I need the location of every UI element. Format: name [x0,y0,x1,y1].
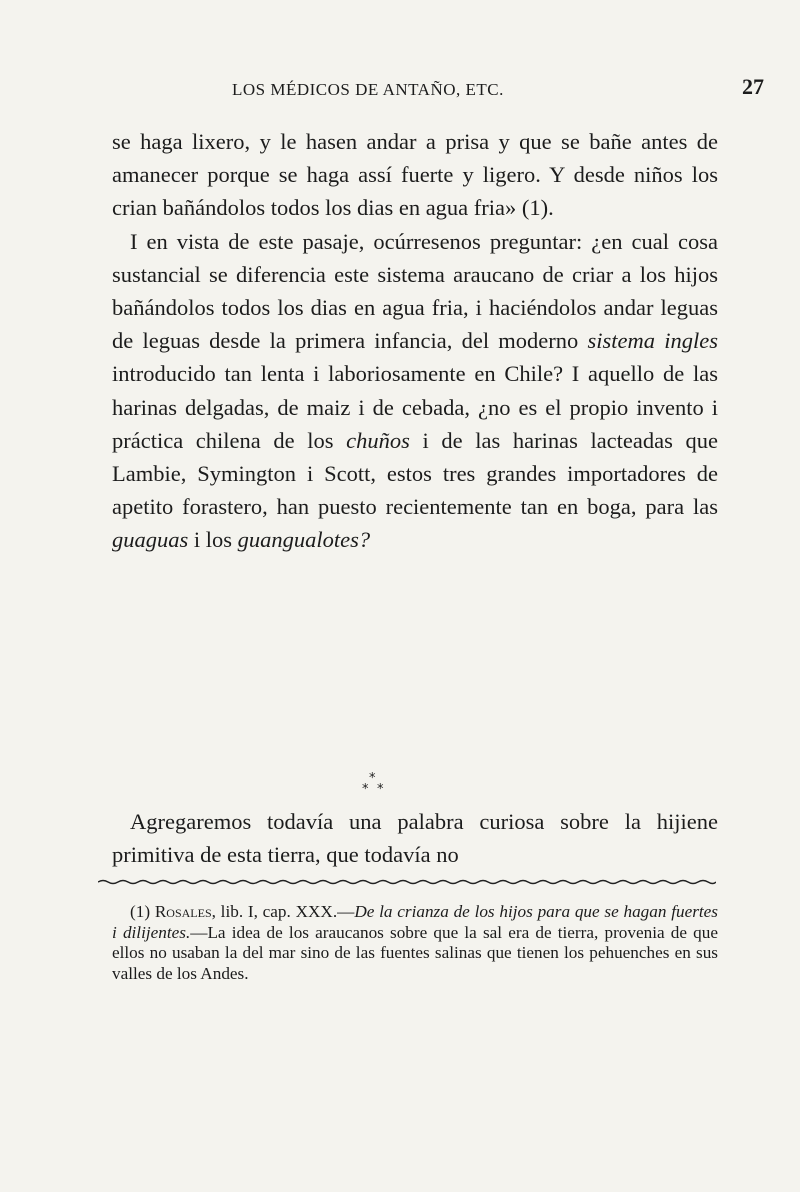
asterism-star: * [369,771,376,786]
footnote-text [112,902,718,984]
footnote-title: De la crianza de los hijos para que se hagan fuertes i dilijentes. [112,902,718,942]
asterism-star: * [377,782,384,797]
footnote-marker: (1) [130,902,155,921]
italic-sistema-ingles: sistema ingles [587,328,718,354]
main-text [112,125,718,557]
main-text-continued [112,805,718,871]
page-header [0,74,800,110]
page-number: 27 [742,74,764,99]
italic-guaguas: guaguas [112,527,189,553]
paragraph-1: se haga lixero, y le hasen andar a prisa y que se bañe antes de amanecer porque se haga assí fuerte y ligero. Y desde niños los crian bañándolos todos los dias en agua fria» (1). [112,129,718,221]
footnote-ref: , lib. I, cap. XXX.— [211,902,355,921]
paragraph-2-part-a: I en vista de este pasaje, ocúrresenos preguntar: ¿en cual cosa sustancial se diferencia este sistema araucano de criar a los hijos bañándolos todos los dias en agua fria, i haciéndolos andar leguas de leguas desde la primera infancia, del moderno [112,228,718,354]
running-head: LOS MÉDICOS DE ANTAÑO, ETC. [232,80,504,99]
section-asterism [358,772,398,802]
paragraph-2-part-b: introducido tan lenta i laboriosamente en Chile? I aquello de las harinas delgadas, de maiz i de cebada, ¿no es el propio invento i práctica chilena de los [112,361,718,453]
footnote-body: —La idea de los araucanos sobre que la sal era de tierra, provenia de que ellos no usaban la del mar sino de las fuentes salinas que tienen los pehuenches en sus valles de los Andes. [112,922,718,983]
asterism-star: * [362,782,369,797]
paragraph-2 [112,225,718,557]
footnote-author: Rosales [154,902,212,921]
footnote-rule [98,878,716,886]
paragraph-2-part-c: i de las harinas lacteadas que Lambie, Symington i Scott, estos tres grandes importadores de apetito forastero, han puesto recientemente tan en boga, para las [112,427,718,520]
footnote [112,902,718,984]
italic-chunos: chuños [346,427,410,453]
paragraph-2-part-d: i los [188,527,238,553]
italic-guangualotes: guangualotes? [237,527,371,553]
paragraph-3: Agregaremos todavía una palabra curiosa sobre la hijiene primitiva de esta tierra, que todavía no [112,809,718,868]
